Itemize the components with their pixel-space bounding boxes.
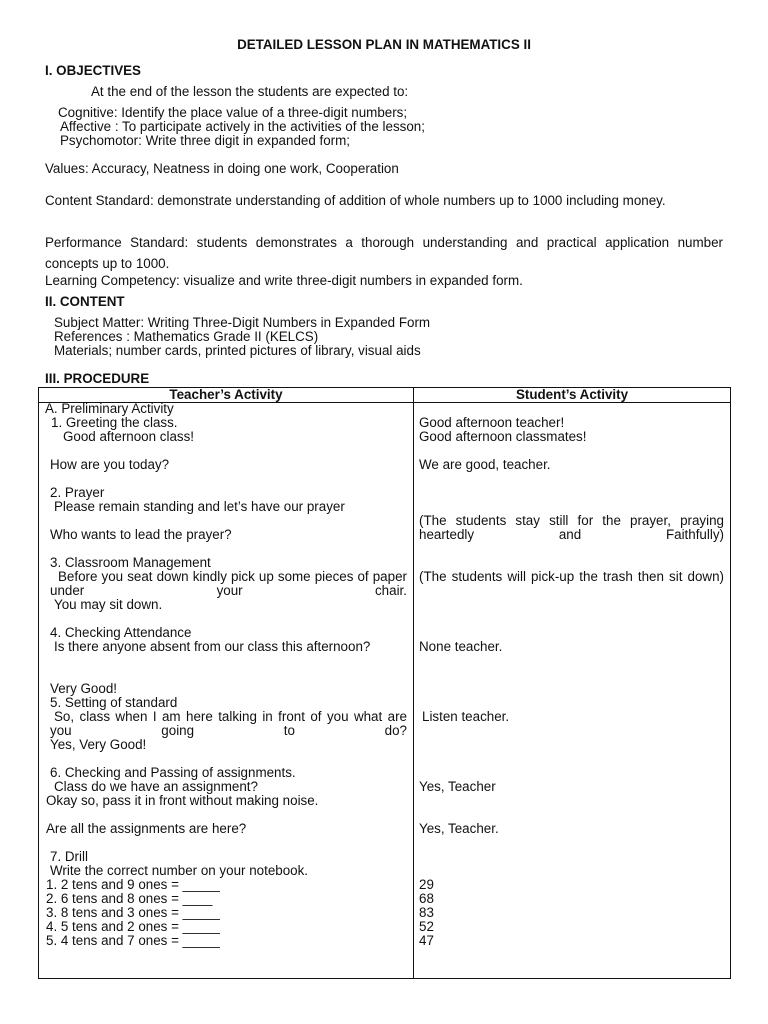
prayer-heading: 2. Prayer xyxy=(50,485,105,500)
objectives-intro: At the end of the lesson the students are expected to: xyxy=(91,84,409,99)
student-yes-teacher-2: Yes, Teacher. xyxy=(419,821,499,836)
drill-answer: 52 xyxy=(419,919,434,934)
greeting-heading: 1. Greeting the class. xyxy=(51,415,178,430)
very-good: Very Good! xyxy=(50,681,117,696)
student-trash: (The students will pick-up the trash then sit down) xyxy=(419,569,724,584)
student-good: We are good, teacher. xyxy=(419,457,551,472)
objective-psychomotor: Psychomotor: Write three digit in expanded form; xyxy=(60,133,351,148)
prayer-line: Please remain standing and let’s have our prayer xyxy=(54,499,345,514)
student-greet-teacher: Good afternoon teacher! xyxy=(419,415,565,430)
objective-affective: Affective : To participate actively in the activities of the lesson; xyxy=(60,119,425,134)
procedure-heading: III. PROCEDURE xyxy=(45,371,150,386)
performance-standard: Performance Standard: students demonstrates a thorough understanding and practical application number concepts up to 1000. xyxy=(45,235,723,271)
prayer-who: Who wants to lead the prayer? xyxy=(50,527,232,542)
page-title: DETAILED LESSON PLAN IN MATHEMATICS II xyxy=(237,37,531,52)
student-listen: Listen teacher. xyxy=(422,709,510,724)
drill-answer: 83 xyxy=(419,905,434,920)
student-greet-classmates: Good afternoon classmates! xyxy=(419,429,587,444)
assignment-question: Class do we have an assignment? xyxy=(54,779,258,794)
attendance-line: Is there anyone absent from our class this afternoon? xyxy=(54,639,371,654)
assignment-pass: Okay so, pass it in front without making noise. xyxy=(46,793,319,808)
content-heading: II. CONTENT xyxy=(45,294,125,309)
drill-answer: 47 xyxy=(419,933,434,948)
drill-item: 2. 6 tens and 8 ones = ____ xyxy=(46,891,213,906)
drill-item: 4. 5 tens and 2 ones = _____ xyxy=(46,919,220,934)
student-none: None teacher. xyxy=(419,639,503,654)
subject-matter: Subject Matter: Writing Three-Digit Numbers in Expanded Form xyxy=(54,315,431,330)
student-activity-cell xyxy=(414,403,731,979)
references: References : Mathematics Grade II (KELCS) xyxy=(54,329,319,344)
materials: Materials; number cards, printed pictures of library, visual aids xyxy=(54,343,421,358)
drill-answer: 29 xyxy=(419,877,434,892)
content-standard: Content Standard: demonstrate understanding of addition of whole numbers up to 1000 including money. xyxy=(45,193,666,208)
teacher-column-header: Teacher’s Activity xyxy=(39,388,414,403)
standard-heading: 5. Setting of standard xyxy=(50,695,178,710)
objectives-heading: I. OBJECTIVES xyxy=(45,63,141,78)
student-column-header: Student’s Activity xyxy=(414,388,731,403)
drill-item: 3. 8 tens and 3 ones = _____ xyxy=(46,905,220,920)
teacher-activity-cell xyxy=(39,403,414,979)
assignments-heading: 6. Checking and Passing of assignments. xyxy=(50,765,296,780)
learning-competency: Learning Competency: visualize and write three-digit numbers in expanded form. xyxy=(45,273,523,288)
sit-down-line: You may sit down. xyxy=(54,597,163,612)
how-are-you: How are you today? xyxy=(50,457,170,472)
standard-line: So, class when I am here talking in front of you what are you going to do? xyxy=(50,709,407,738)
drill-heading: 7. Drill xyxy=(50,849,88,864)
greeting-line: Good afternoon class! xyxy=(63,429,195,444)
drill-item: 1. 2 tens and 9 ones = _____ xyxy=(46,877,220,892)
student-yes-teacher: Yes, Teacher xyxy=(419,779,496,794)
drill-instruction: Write the correct number on your notebook. xyxy=(50,863,309,878)
preliminary-activity: A. Preliminary Activity xyxy=(45,401,174,416)
attendance-heading: 4. Checking Attendance xyxy=(50,625,192,640)
student-prayer: (The students stay still for the prayer, praying heartedly and Faithfully) xyxy=(419,513,724,542)
values-line: Values: Accuracy, Neatness in doing one work, Cooperation xyxy=(45,161,399,176)
classroom-management-heading: 3. Classroom Management xyxy=(50,555,211,570)
drill-item: 5. 4 tens and 7 ones = _____ xyxy=(46,933,220,948)
standard-yes: Yes, Very Good! xyxy=(50,737,147,752)
objective-cognitive: Cognitive: Identify the place value of a three-digit numbers; xyxy=(58,105,408,120)
procedure-table xyxy=(38,387,731,979)
classroom-management-line: Before you seat down kindly pick up some pieces of paper under your chair. xyxy=(50,569,407,598)
assignment-all: Are all the assignments are here? xyxy=(46,821,247,836)
drill-answer: 68 xyxy=(419,891,434,906)
